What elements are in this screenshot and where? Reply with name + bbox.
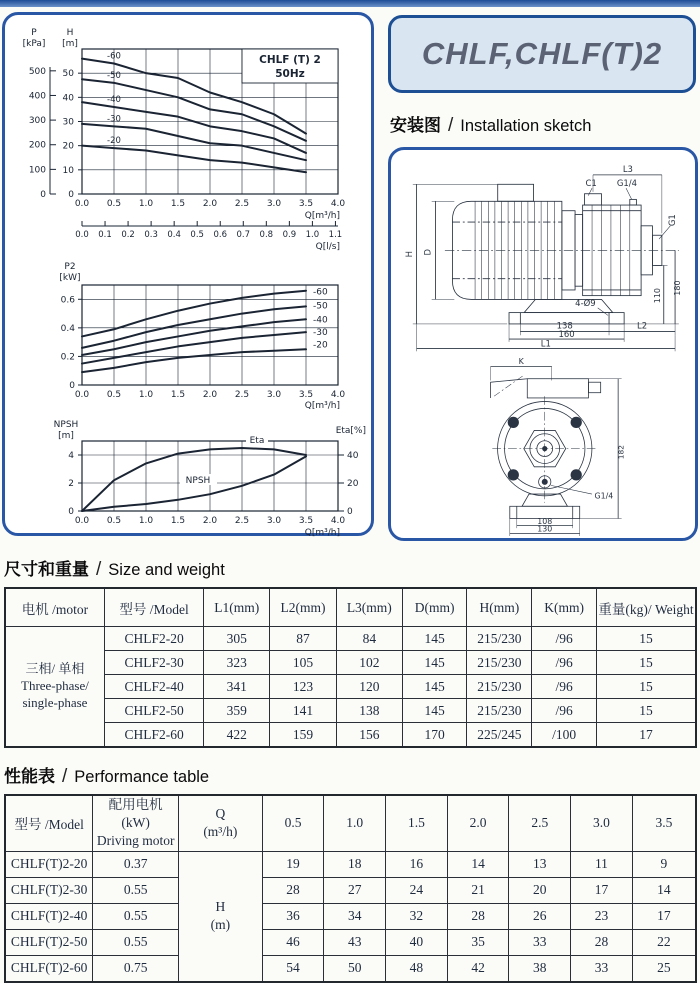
svg-text:3.0: 3.0: [266, 390, 282, 400]
perf-cell-motor-kw: 0.55: [93, 903, 179, 929]
hq-flow-chart: [10, 23, 368, 251]
svg-text:-40: -40: [313, 315, 328, 326]
svg-text:0: 0: [347, 507, 353, 517]
size-cell-weight: 15: [597, 675, 696, 699]
svg-text:-30: -30: [107, 114, 121, 125]
svg-text:0.0: 0.0: [74, 390, 90, 400]
svg-text:[m]: [m]: [62, 39, 78, 49]
size-column-header: 重量(kg)/ Weight: [597, 588, 696, 627]
performance-heading: [4, 762, 697, 788]
heading-slash: /: [62, 766, 68, 787]
svg-text:1.0: 1.0: [305, 230, 320, 240]
svg-text:0.5: 0.5: [106, 516, 122, 526]
svg-text:[kW]: [kW]: [59, 273, 81, 283]
svg-text:-30: -30: [313, 328, 328, 339]
performance-heading-en: Performance table: [74, 768, 210, 786]
pump-side-view-drawing: [397, 156, 689, 356]
perf-flow-value-header: 1.0: [324, 795, 386, 851]
perf-table-row: [5, 877, 696, 903]
svg-text:4: 4: [68, 451, 74, 461]
svg-text:0.5: 0.5: [190, 230, 204, 240]
svg-text:Q[m³/h]: Q[m³/h]: [304, 528, 340, 538]
size-cell-l1: 422: [204, 723, 270, 748]
svg-text:1.0: 1.0: [138, 199, 154, 209]
perf-cell-head: 23: [571, 903, 633, 929]
perf-cell-head: 14: [632, 877, 696, 903]
svg-text:0.6: 0.6: [60, 295, 75, 306]
perf-cell-head: 19: [262, 851, 324, 877]
perf-cell-motor-kw: 0.37: [93, 851, 179, 877]
svg-text:-50: -50: [313, 301, 328, 312]
heading-slash: /: [96, 559, 102, 580]
size-cell-weight: 15: [597, 627, 696, 651]
head-unit-cell: H (m): [179, 851, 263, 982]
size-cell-d: 145: [402, 675, 467, 699]
end-view-labels: [519, 357, 626, 534]
svg-text:NPSH: NPSH: [185, 476, 211, 486]
dim-label-l1: L1: [540, 339, 551, 350]
svg-text:300: 300: [28, 116, 46, 127]
perf-table-row: [5, 929, 696, 955]
perf-cell-head: 13: [509, 851, 571, 877]
perf-cell-head: 28: [571, 929, 633, 955]
svg-text:Eta: Eta: [249, 436, 265, 446]
dim-label-160: 160: [558, 330, 575, 341]
size-weight-heading-en: Size and weight: [108, 561, 225, 579]
perf-cell-model: CHLF(T)2-20: [5, 851, 93, 877]
size-weight-heading-zh: 尺寸和重量: [4, 560, 89, 579]
svg-text:[kPa]: [kPa]: [22, 39, 46, 49]
svg-text:3.5: 3.5: [298, 516, 314, 526]
size-column-header: H(mm): [467, 588, 532, 627]
size-cell-model: CHLF2-60: [104, 723, 203, 748]
size-cell-l2: 105: [270, 651, 337, 675]
svg-text:1.0: 1.0: [138, 390, 154, 400]
svg-text:4.0: 4.0: [330, 390, 346, 400]
installation-heading-zh: 安装图: [390, 116, 441, 135]
svg-text:1.1: 1.1: [328, 230, 343, 240]
svg-text:Q[m³/h]: Q[m³/h]: [304, 401, 340, 409]
svg-text:1.5: 1.5: [170, 516, 186, 526]
size-weight-heading: [4, 555, 697, 581]
size-cell-l2: 87: [270, 627, 337, 651]
svg-text:-20: -20: [107, 136, 121, 147]
svg-text:500: 500: [28, 66, 46, 77]
svg-text:0.5: 0.5: [106, 390, 122, 400]
p2-power-chart: [10, 257, 368, 409]
perf-cell-head: 54: [262, 955, 324, 982]
size-cell-l1: 359: [204, 699, 270, 723]
perf-cell-model: CHLF(T)2-50: [5, 929, 93, 955]
svg-text:Q[m³/h]: Q[m³/h]: [304, 211, 340, 221]
perf-cell-head: 18: [324, 851, 386, 877]
size-cell-l3: 84: [336, 627, 402, 651]
perf-cell-head: 32: [386, 903, 448, 929]
dim-label-h: H: [404, 250, 415, 258]
right-column: [388, 12, 698, 541]
perf-cell-head: 22: [632, 929, 696, 955]
size-cell-l3: 120: [336, 675, 402, 699]
size-cell-h: 215/230: [467, 651, 532, 675]
upper-section: [2, 12, 698, 541]
dim-label-130: 130: [537, 524, 553, 534]
perf-cell-head: 33: [509, 929, 571, 955]
side-view-labels: [405, 165, 682, 350]
perf-cell-motor-kw: 0.75: [93, 955, 179, 982]
perf-cell-motor-kw: 0.55: [93, 929, 179, 955]
svg-text:0.0: 0.0: [74, 199, 90, 209]
svg-text:1.5: 1.5: [170, 390, 186, 400]
size-cell-h: 215/230: [467, 699, 532, 723]
dim-label-182: 182: [616, 445, 626, 460]
size-column-header: 型号 /Model: [104, 588, 203, 627]
svg-text:3.5: 3.5: [298, 390, 314, 400]
svg-text:20: 20: [62, 141, 74, 152]
perf-cell-model: CHLF(T)2-30: [5, 877, 93, 903]
perf-cell-head: 35: [447, 929, 509, 955]
size-cell-weight: 15: [597, 699, 696, 723]
perf-cell-head: 42: [447, 955, 509, 982]
size-cell-weight: 15: [597, 651, 696, 675]
perf-table-row: [5, 903, 696, 929]
perf-cell-head: 27: [324, 877, 386, 903]
size-cell-model: CHLF2-50: [104, 699, 203, 723]
svg-text:50Hz: 50Hz: [275, 68, 305, 80]
dim-label-g14-end: G1/4: [594, 491, 614, 501]
size-column-header: L3(mm): [336, 588, 402, 627]
svg-text:0: 0: [69, 381, 75, 391]
svg-text:H: H: [66, 28, 74, 38]
size-column-header: D(mm): [402, 588, 467, 627]
perf-cell-head: 48: [386, 955, 448, 982]
size-cell-k: /96: [532, 627, 597, 651]
size-cell-l3: 102: [336, 651, 402, 675]
heading-slash: /: [448, 115, 454, 136]
performance-heading-zh: 性能表: [4, 767, 55, 786]
size-cell-l1: 305: [204, 627, 270, 651]
size-cell-k: /96: [532, 651, 597, 675]
svg-text:0.9: 0.9: [282, 230, 297, 240]
performance-curves-panel: [2, 12, 374, 536]
size-column-header: L2(mm): [270, 588, 337, 627]
svg-text:0.0: 0.0: [74, 516, 90, 526]
installation-heading: [390, 111, 698, 137]
end-view-geometry: [491, 366, 622, 536]
size-cell-l1: 341: [204, 675, 270, 699]
perf-cell-head: 38: [509, 955, 571, 982]
dim-label-g1: G1: [668, 214, 679, 227]
svg-text:-50: -50: [107, 70, 121, 81]
svg-text:2.0: 2.0: [202, 516, 218, 526]
size-table-header-row: [5, 588, 696, 627]
size-column-header: 电机 /motor: [5, 588, 104, 627]
installation-sketch-panel: [388, 147, 698, 541]
series-title: CHLF,CHLF(T)2: [421, 36, 663, 71]
svg-text:100: 100: [28, 165, 46, 176]
size-cell-h: 215/230: [467, 675, 532, 699]
svg-text:0.2: 0.2: [60, 352, 75, 363]
perf-model-header: 型号 /Model: [5, 795, 93, 851]
perf-cell-motor-kw: 0.55: [93, 877, 179, 903]
perf-cell-head: 20: [509, 877, 571, 903]
dim-label-k: K: [518, 356, 524, 366]
perf-cell-head: 43: [324, 929, 386, 955]
perf-flow-value-header: 0.5: [262, 795, 324, 851]
size-cell-l2: 141: [270, 699, 337, 723]
size-weight-table: [4, 587, 697, 748]
size-cell-k: /96: [532, 675, 597, 699]
dim-label-g14: G1/4: [616, 179, 638, 190]
size-cell-l3: 138: [336, 699, 402, 723]
svg-text:NPSH: NPSH: [53, 420, 79, 430]
perf-cell-head: 21: [447, 877, 509, 903]
svg-text:[m]: [m]: [58, 431, 74, 441]
svg-text:P2: P2: [64, 262, 76, 272]
size-cell-d: 170: [402, 723, 467, 748]
svg-text:3.5: 3.5: [298, 199, 314, 209]
size-cell-h: 215/230: [467, 627, 532, 651]
size-table-row: [5, 651, 696, 675]
svg-text:2: 2: [68, 479, 74, 489]
dim-label-d: D: [423, 248, 434, 256]
perf-cell-head: 50: [324, 955, 386, 982]
svg-text:1.0: 1.0: [138, 516, 154, 526]
size-column-header: K(mm): [532, 588, 597, 627]
svg-text:0: 0: [40, 190, 46, 200]
perf-table-row: [5, 955, 696, 982]
svg-text:10: 10: [62, 165, 74, 176]
dim-label-holes: 4-Ø9: [575, 299, 596, 309]
svg-text:0: 0: [68, 507, 74, 517]
size-table-row: [5, 675, 696, 699]
dim-label-108: 108: [537, 516, 553, 526]
svg-text:4.0: 4.0: [330, 199, 346, 209]
svg-text:CHLF (T) 2: CHLF (T) 2: [259, 54, 321, 66]
perf-flow-value-header: 3.0: [571, 795, 633, 851]
svg-text:0.3: 0.3: [144, 230, 158, 240]
svg-text:2.0: 2.0: [202, 390, 218, 400]
svg-text:0.4: 0.4: [60, 323, 75, 334]
svg-text:40: 40: [62, 93, 74, 104]
size-table-row: [5, 627, 696, 651]
svg-text:4.0: 4.0: [330, 516, 346, 526]
svg-text:0.4: 0.4: [167, 230, 181, 240]
perf-cell-head: 17: [632, 903, 696, 929]
dim-label-l2: L2: [636, 321, 648, 332]
svg-text:0.0: 0.0: [75, 230, 89, 240]
svg-text:2.0: 2.0: [202, 199, 218, 209]
dim-label-138: 138: [556, 321, 573, 332]
perf-flow-value-header: 3.5: [632, 795, 696, 851]
size-cell-k: /100: [532, 723, 597, 748]
svg-text:-40: -40: [107, 95, 121, 105]
perf-cell-head: 24: [386, 877, 448, 903]
perf-cell-model: CHLF(T)2-40: [5, 903, 93, 929]
svg-text:30: 30: [62, 117, 74, 128]
svg-text:3.0: 3.0: [266, 199, 282, 209]
svg-text:1.5: 1.5: [170, 199, 186, 209]
size-cell-l2: 123: [270, 675, 337, 699]
perf-cell-head: 25: [632, 955, 696, 982]
perf-cell-head: 40: [386, 929, 448, 955]
perf-cell-head: 16: [386, 851, 448, 877]
perf-cell-head: 28: [262, 877, 324, 903]
svg-text:0.8: 0.8: [259, 230, 274, 240]
size-column-header: L1(mm): [204, 588, 270, 627]
svg-text:0.2: 0.2: [121, 230, 135, 240]
size-cell-h: 225/245: [467, 723, 532, 748]
perf-cell-head: 14: [447, 851, 509, 877]
size-cell-d: 145: [402, 651, 467, 675]
svg-text:0: 0: [68, 190, 74, 200]
size-cell-l1: 323: [204, 651, 270, 675]
svg-text:Eta[%]: Eta[%]: [335, 426, 366, 436]
perf-table-row: [5, 851, 696, 877]
perf-cell-head: 26: [509, 903, 571, 929]
svg-text:-60: -60: [313, 287, 328, 298]
bottom-section: [0, 555, 700, 983]
svg-text:3.0: 3.0: [266, 516, 282, 526]
perf-cell-head: 9: [632, 851, 696, 877]
perf-cell-head: 33: [571, 955, 633, 982]
svg-text:40: 40: [347, 451, 359, 461]
perf-flow-header: Q (m³/h): [179, 795, 263, 851]
size-cell-model: CHLF2-40: [104, 675, 203, 699]
svg-text:Q[l/s]: Q[l/s]: [315, 242, 340, 251]
perf-flow-value-header: 1.5: [386, 795, 448, 851]
svg-text:400: 400: [28, 91, 46, 102]
size-cell-weight: 17: [597, 723, 696, 748]
npsh-eta-chart: [10, 417, 368, 539]
dim-label-110: 110: [652, 287, 662, 304]
motor-type-cell: 三相/ 单相 Three-phase/ single-phase: [5, 627, 104, 748]
perf-table-header-row: [5, 795, 696, 851]
size-table-row: [5, 699, 696, 723]
size-table-row: [5, 723, 696, 748]
svg-text:-20: -20: [313, 340, 328, 351]
performance-table: [4, 794, 697, 983]
installation-heading-en: Installation sketch: [460, 117, 592, 135]
svg-text:0.1: 0.1: [98, 230, 112, 240]
svg-text:50: 50: [62, 69, 74, 80]
svg-text:2.5: 2.5: [234, 516, 250, 526]
perf-cell-head: 46: [262, 929, 324, 955]
series-title-box: [388, 15, 696, 93]
pump-end-view-drawing: [397, 356, 689, 536]
svg-text:0.6: 0.6: [213, 230, 228, 240]
perf-motor-header: 配用电机 (kW) Driving motor: [93, 795, 179, 851]
perf-cell-head: 28: [447, 903, 509, 929]
svg-text:20: 20: [347, 479, 359, 489]
svg-text:P: P: [31, 28, 37, 38]
svg-text:0.7: 0.7: [236, 230, 251, 240]
perf-flow-value-header: 2.0: [447, 795, 509, 851]
perf-cell-head: 34: [324, 903, 386, 929]
svg-text:2.5: 2.5: [234, 199, 250, 209]
perf-flow-value-header: 2.5: [509, 795, 571, 851]
size-cell-k: /96: [532, 699, 597, 723]
size-cell-l2: 159: [270, 723, 337, 748]
dim-label-c1: C1: [585, 179, 597, 190]
size-cell-l3: 156: [336, 723, 402, 748]
perf-cell-head: 17: [571, 877, 633, 903]
dim-label-180: 180: [672, 280, 682, 296]
page-top-edge: [0, 0, 700, 7]
svg-text:200: 200: [28, 140, 46, 151]
perf-cell-head: 36: [262, 903, 324, 929]
size-cell-d: 145: [402, 627, 467, 651]
perf-cell-head: 11: [571, 851, 633, 877]
perf-cell-model: CHLF(T)2-60: [5, 955, 93, 982]
svg-text:-60: -60: [107, 51, 121, 62]
svg-text:0.5: 0.5: [106, 199, 122, 209]
size-cell-d: 145: [402, 699, 467, 723]
dim-label-l3: L3: [622, 165, 633, 176]
size-cell-model: CHLF2-30: [104, 651, 203, 675]
size-cell-model: CHLF2-20: [104, 627, 203, 651]
svg-text:2.5: 2.5: [234, 390, 250, 400]
